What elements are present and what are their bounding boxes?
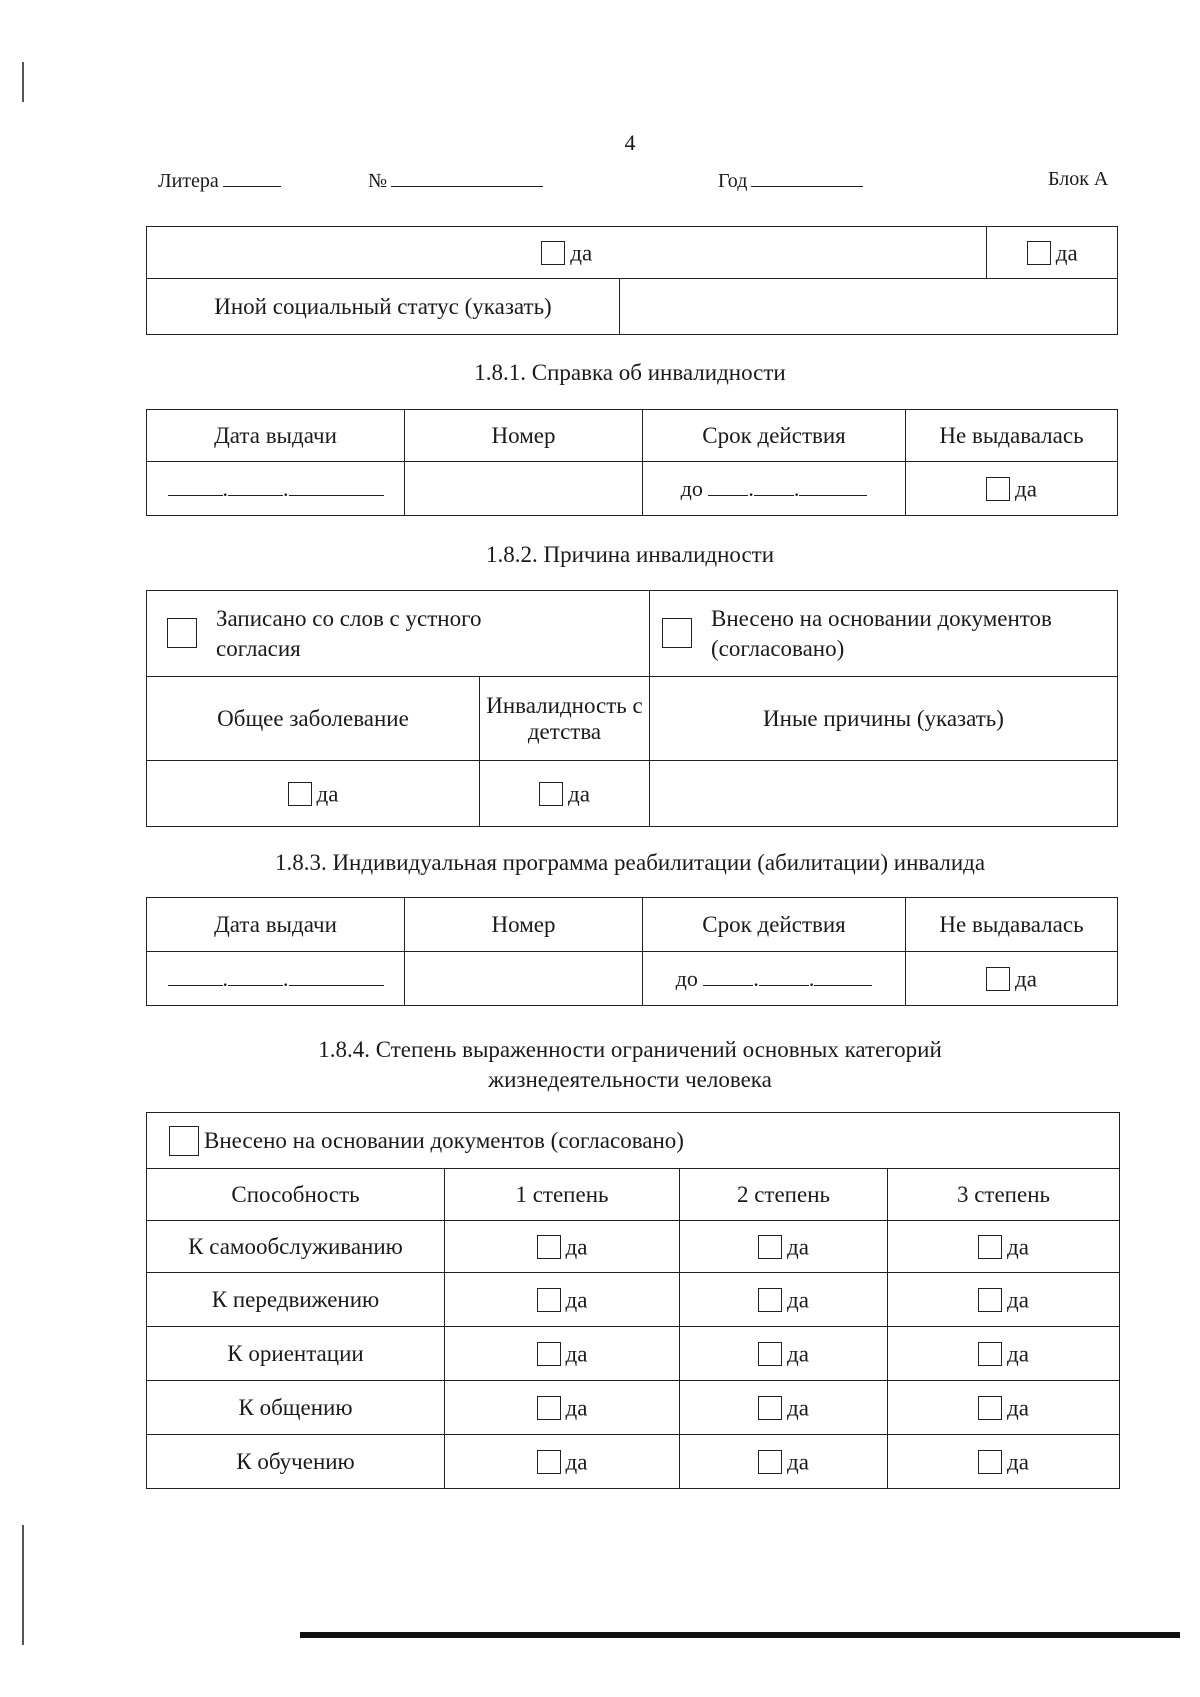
form-header	[158, 168, 1108, 198]
col-number: Номер	[405, 898, 643, 952]
year-input[interactable]	[751, 168, 863, 187]
col-not-issued: Не выдавалась	[906, 410, 1118, 462]
ability-label: К самообслуживанию	[147, 1221, 445, 1273]
checkbox-icon[interactable]	[758, 1235, 782, 1259]
ability-label: К передвижению	[147, 1273, 445, 1327]
other-status-input[interactable]	[620, 279, 1118, 335]
disability-certificate-table	[146, 409, 1118, 516]
degree-3-cell: да	[888, 1327, 1120, 1381]
not-issued-cell: да	[906, 462, 1118, 516]
degree-3-cell: да	[888, 1221, 1120, 1273]
checkbox-icon[interactable]	[978, 1288, 1002, 1312]
table-row	[147, 1381, 1120, 1435]
scan-edge-bottom	[22, 1525, 24, 1645]
degree-3-cell: да	[888, 1273, 1120, 1327]
degree-2-cell: да	[680, 1327, 888, 1381]
checkbox-icon[interactable]	[1027, 241, 1051, 265]
degree-3-cell: да	[888, 1435, 1120, 1489]
checkbox-icon[interactable]	[986, 477, 1010, 501]
year-field	[718, 168, 863, 193]
number-field	[368, 168, 543, 193]
checkbox-icon[interactable]	[537, 1342, 561, 1366]
checkbox-icon[interactable]	[758, 1342, 782, 1366]
number-input[interactable]	[391, 168, 543, 187]
section-title-183: 1.8.3. Индивидуальная программа реабилитации (абилитации) инвалида	[274, 850, 986, 875]
number-input[interactable]	[405, 462, 643, 516]
col-not-issued: Не выдавалась	[906, 898, 1118, 952]
degree-1-cell: да	[445, 1381, 680, 1435]
not-issued-cell: да	[906, 952, 1118, 1006]
checkbox-icon[interactable]	[537, 1396, 561, 1420]
degree-1-cell: да	[445, 1435, 680, 1489]
col-issue-date: Дата выдачи	[147, 410, 405, 462]
degree-1-cell: да	[445, 1327, 680, 1381]
validity-prefix: до	[675, 966, 698, 991]
checkbox-icon[interactable]	[978, 1396, 1002, 1420]
general-illness-cell: да	[147, 761, 480, 827]
checkbox-icon[interactable]	[167, 618, 197, 648]
litera-input[interactable]	[223, 168, 281, 187]
scan-edge-top	[22, 62, 24, 102]
validity-input[interactable]: до . .	[643, 952, 906, 1006]
col-degree-2: 2 степень	[680, 1169, 888, 1221]
year-label: Год	[718, 170, 748, 192]
col-degree-1: 1 степень	[445, 1169, 680, 1221]
option-docs-label: Внесено на основании документов (согласовано)	[711, 605, 1052, 661]
ability-label: К обучению	[147, 1435, 445, 1489]
section-title-184	[140, 1035, 1120, 1095]
other-causes-input[interactable]	[650, 761, 1118, 827]
degree-2-cell: да	[680, 1273, 888, 1327]
degree-2-cell: да	[680, 1381, 888, 1435]
disability-cause-table	[146, 590, 1118, 827]
issue-date-input[interactable]: . .	[147, 462, 405, 516]
degree-2-cell: да	[680, 1435, 888, 1489]
validity-prefix: до	[680, 476, 703, 501]
checkbox-icon[interactable]	[758, 1288, 782, 1312]
social-status-table	[146, 226, 1118, 335]
checkbox-icon[interactable]	[537, 1288, 561, 1312]
litera-field	[158, 168, 281, 193]
issue-date-input[interactable]: . .	[147, 952, 405, 1006]
checkbox-icon[interactable]	[758, 1396, 782, 1420]
status-cell-right: да	[987, 227, 1118, 279]
table-row	[147, 1327, 1120, 1381]
degree-2-cell: да	[680, 1221, 888, 1273]
degree-1-cell: да	[445, 1221, 680, 1273]
col-validity: Срок действия	[643, 898, 906, 952]
section-title-181: 1.8.1. Справка об инвалидности	[474, 360, 786, 385]
section-title-182: 1.8.2. Причина инвалидности	[485, 542, 775, 567]
validity-input[interactable]: до . .	[643, 462, 906, 516]
limitations-table	[146, 1112, 1120, 1489]
checkbox-icon[interactable]	[978, 1450, 1002, 1474]
ability-label: К ориентации	[147, 1327, 445, 1381]
bottom-rule	[300, 1632, 1180, 1638]
table-row	[147, 1221, 1120, 1273]
col-issue-date: Дата выдачи	[147, 898, 405, 952]
option-oral-cell	[147, 591, 650, 677]
checkbox-icon[interactable]	[978, 1235, 1002, 1259]
degree-1-cell: да	[445, 1273, 680, 1327]
col-ability: Способность	[147, 1169, 445, 1221]
page-number: 4	[624, 130, 636, 155]
col-number: Номер	[405, 410, 643, 462]
col-general-illness: Общее заболевание	[147, 677, 480, 761]
col-degree-3: 3 степень	[888, 1169, 1120, 1221]
checkbox-icon[interactable]	[758, 1450, 782, 1474]
checkbox-icon[interactable]	[537, 1450, 561, 1474]
col-validity: Срок действия	[643, 410, 906, 462]
checkbox-icon[interactable]	[539, 782, 563, 806]
ability-label: К общению	[147, 1381, 445, 1435]
checkbox-icon[interactable]	[288, 782, 312, 806]
docs-option-cell: Внесено на основании документов (согласовано)	[147, 1113, 1120, 1169]
col-other-causes: Иные причины (указать)	[650, 677, 1118, 761]
status-cell-left: да	[147, 227, 987, 279]
number-label: №	[368, 170, 388, 192]
rehab-program-table	[146, 897, 1118, 1006]
degree-3-cell: да	[888, 1381, 1120, 1435]
table-row	[147, 1273, 1120, 1327]
checkbox-icon[interactable]	[537, 1235, 561, 1259]
option-docs-cell	[650, 591, 1118, 677]
childhood-disability-cell: да	[480, 761, 650, 827]
checkbox-icon[interactable]	[541, 241, 565, 265]
other-status-label: Иной социальный статус (указать)	[147, 279, 620, 335]
section-title-184-line1: 1.8.4. Степень выраженности ограничений основных категорий	[318, 1037, 942, 1062]
checkbox-icon[interactable]	[978, 1342, 1002, 1366]
block-label: Блок А	[1048, 168, 1109, 190]
checkbox-icon[interactable]	[986, 967, 1010, 991]
number-input[interactable]	[405, 952, 643, 1006]
section-title-184-line2: жизнедеятельности человека	[488, 1067, 772, 1092]
checkbox-icon[interactable]	[662, 618, 692, 648]
option-oral-label: Записано со слов с устного согласия	[216, 605, 482, 661]
checkbox-icon[interactable]	[169, 1126, 199, 1156]
litera-label: Литера	[158, 170, 219, 192]
col-childhood-disability: Инвалидность с детства	[480, 677, 650, 761]
table-row	[147, 1435, 1120, 1489]
